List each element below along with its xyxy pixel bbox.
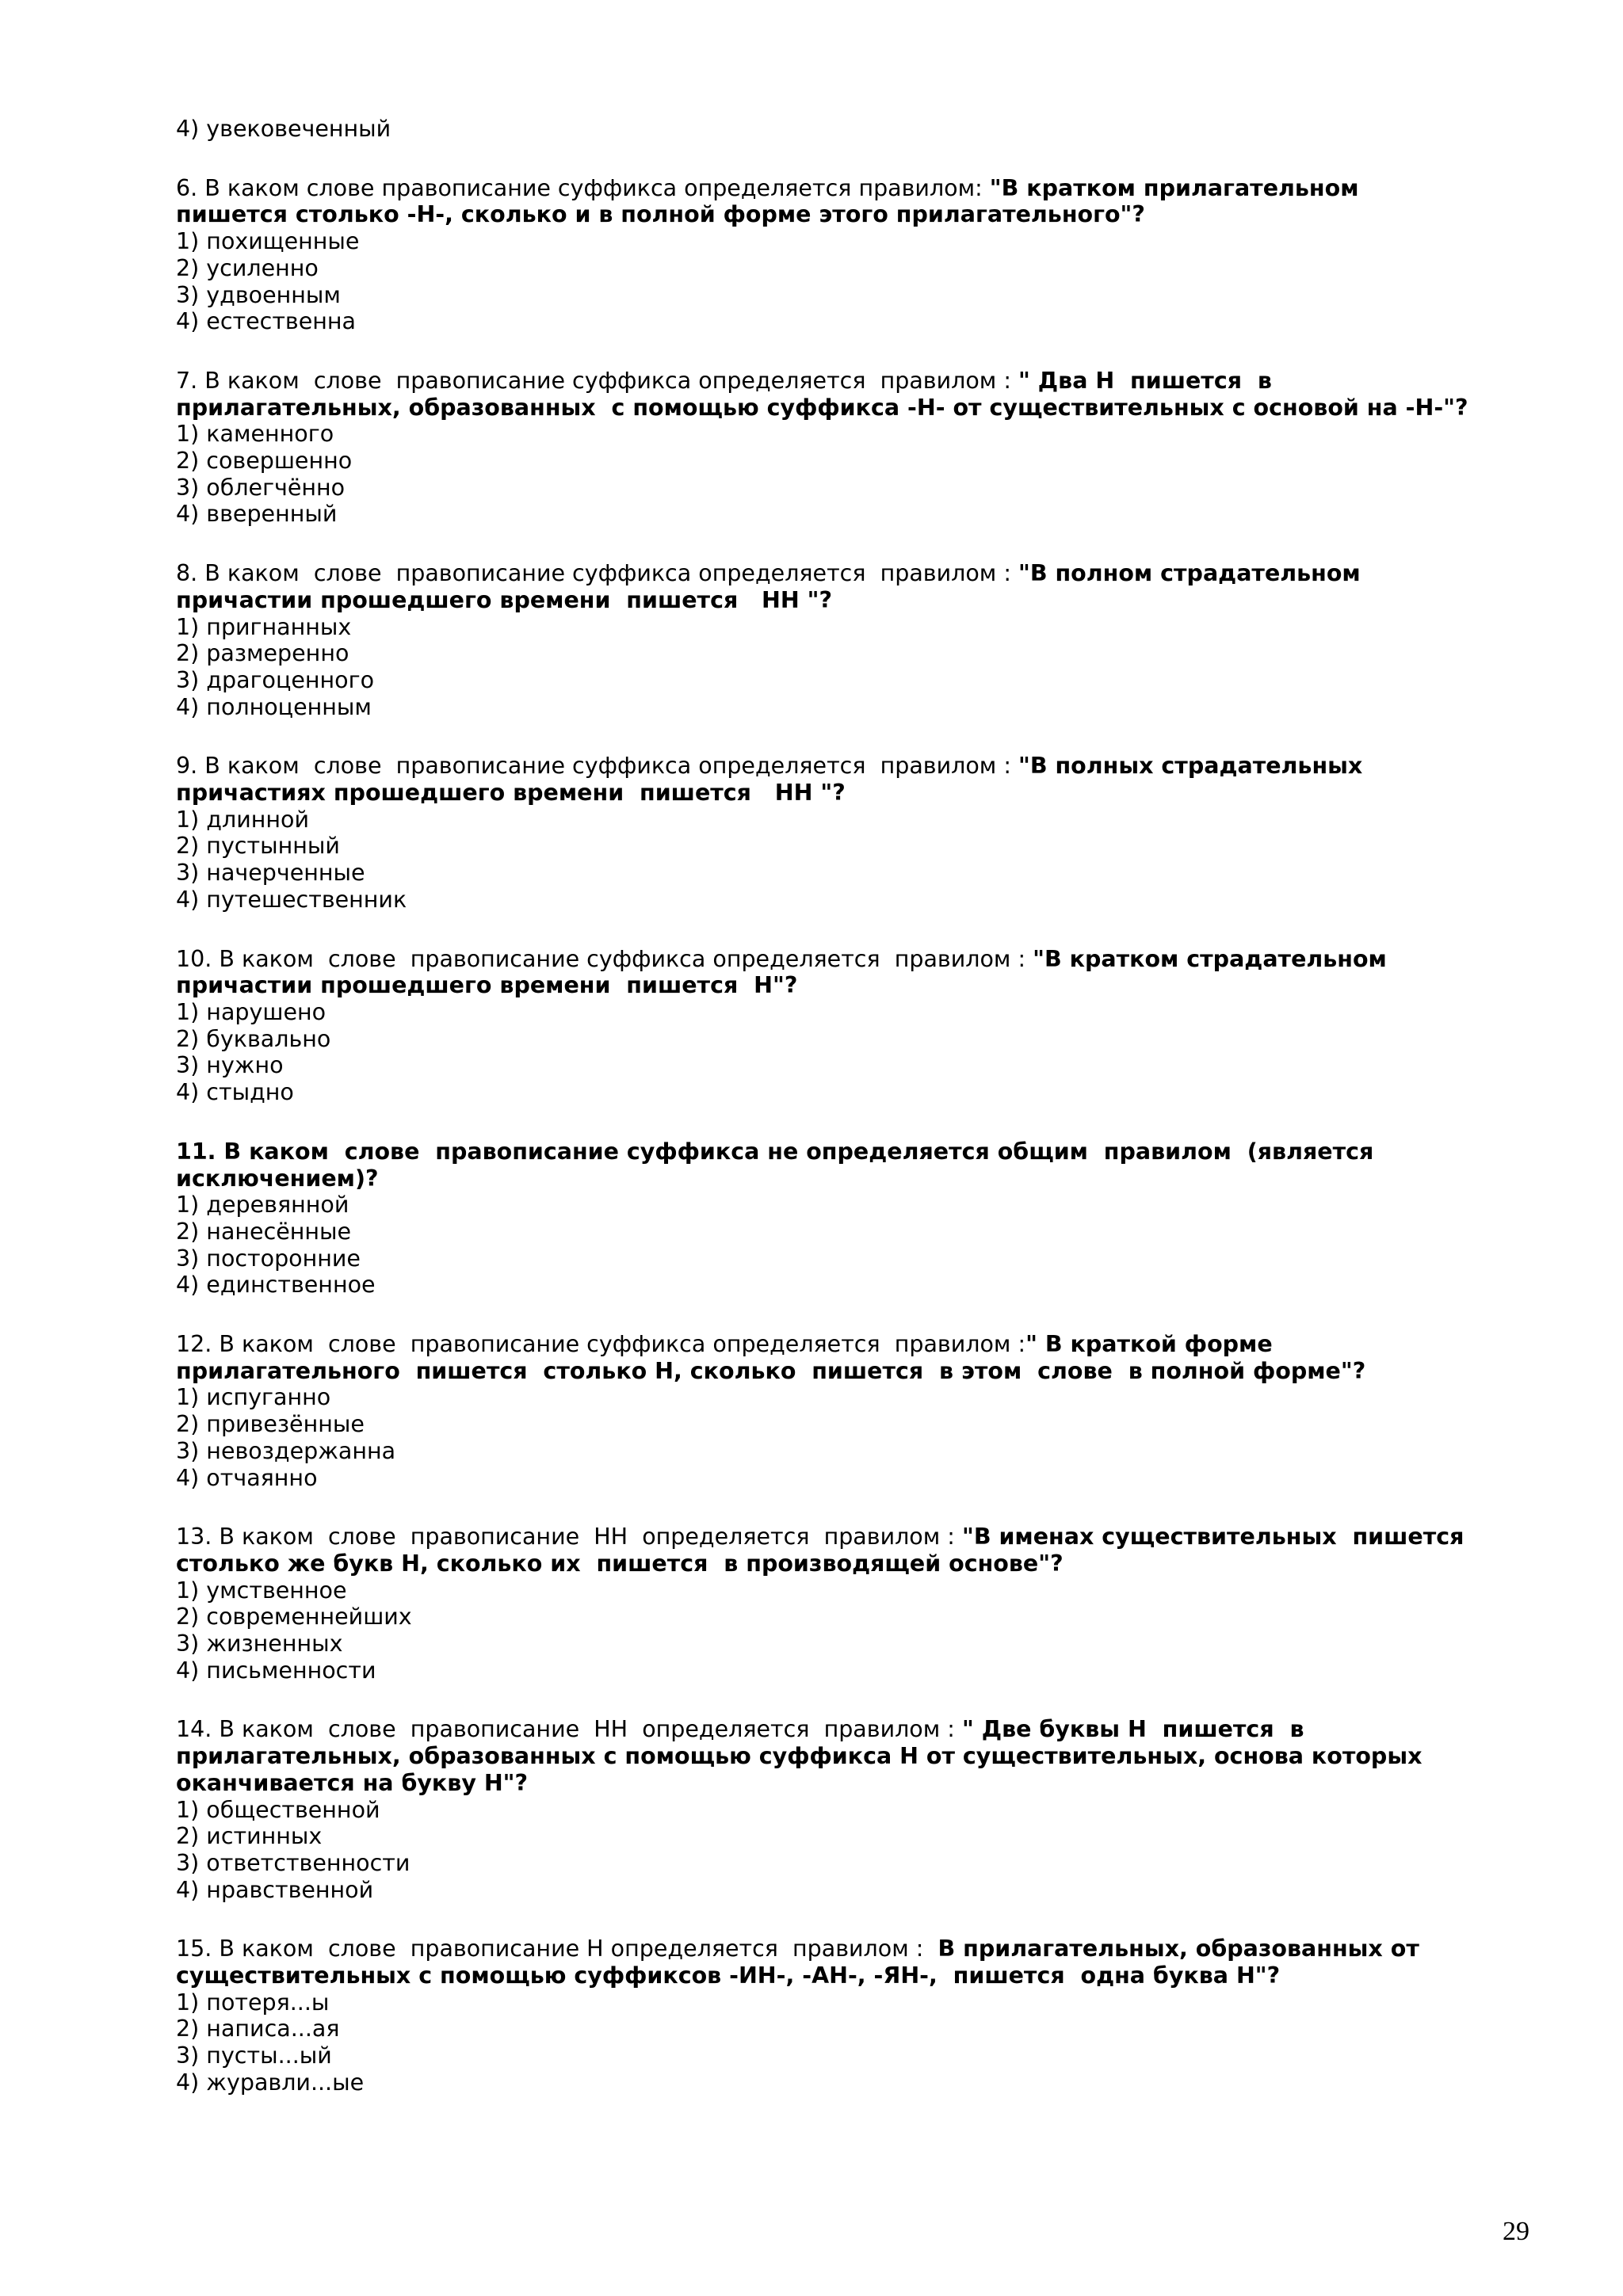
page-number: 29 xyxy=(1503,2217,1529,2246)
question-text xyxy=(176,1716,1476,1796)
answer-option: 4) единственное xyxy=(176,1272,376,1299)
question-rule: "В кратком страдательном причастии прошедшего времени пишется Н"? xyxy=(176,945,1395,999)
question-intro: В каком слове правописание НН определяется правилом : xyxy=(212,1716,962,1743)
question-15 xyxy=(176,1936,1476,2096)
answer-option: 3) невоздержанна xyxy=(176,1437,396,1464)
answer-option: 2) пустынный xyxy=(176,833,340,860)
answer-option: 1) испуганно xyxy=(176,1384,331,1411)
question-intro: В каком слове правописание суффикса определяется правилом : xyxy=(197,560,1018,587)
answer-option: 3) посторонние xyxy=(176,1245,361,1272)
question-rule: В прилагательных, образованных от существительных с помощью суффиксов -ИН-, -АН-, -ЯН-, пишется одна буква Н"? xyxy=(176,1936,1427,1989)
answer-option: 4) нравственной xyxy=(176,1876,374,1903)
answer-option: 2) нанесённые xyxy=(176,1218,352,1245)
answer-option: 4) письменности xyxy=(176,1657,376,1684)
question-13 xyxy=(176,1524,1476,1684)
answer-option: 3) облегчённо xyxy=(176,474,346,501)
question-intro: В каком слове правописание суффикса определяется правилом : xyxy=(197,367,1018,394)
answer-option: 2) усиленно xyxy=(176,254,319,281)
question-rule: "В именах существительных пишется столько же букв Н, сколько их пишется в производящей основе"? xyxy=(176,1524,1472,1577)
answer-option: 1) похищенные xyxy=(176,228,360,255)
answer-option: 3) ответственности xyxy=(176,1849,411,1876)
question-text xyxy=(176,1524,1476,1577)
question-number: 13. xyxy=(176,1524,212,1550)
question-number: 10. xyxy=(176,945,212,972)
answer-option: 1) каменного xyxy=(176,421,334,448)
answer-option: 4) полноценным xyxy=(176,693,372,720)
question-rule: "В полном страдательном причастии прошедшего времени пишется НН "? xyxy=(176,560,1369,613)
answer-option: 2) истинных xyxy=(176,1823,323,1850)
answer-option: 1) потеря...ы xyxy=(176,1989,330,2016)
answer-option: 1) длинной xyxy=(176,806,309,833)
question-11 xyxy=(176,1138,1476,1299)
question-text xyxy=(176,946,1476,999)
question-6 xyxy=(176,175,1476,335)
answer-option: 2) буквально xyxy=(176,1025,331,1052)
answer-option: 4) естественна xyxy=(176,308,356,335)
question-text xyxy=(176,560,1476,613)
answer-option: 1) деревянной xyxy=(176,1192,349,1219)
question-number: 6. xyxy=(176,174,198,201)
answer-option: 2) написа...ая xyxy=(176,2016,340,2042)
answer-option: 1) общественной xyxy=(176,1796,380,1823)
question-rule: " Две буквы Н пишется в прилагательных, образованных с помощью суффикса Н от существительных, основа которых оканчивается на букву Н"? xyxy=(176,1716,1430,1796)
question-intro: В каком слове правописание Н определяется правилом : xyxy=(212,1936,938,1962)
question-number: 15. xyxy=(176,1936,212,1962)
question-intro: В каком слове правописание суффикса определяется правилом: xyxy=(197,174,990,201)
question-rule: " В краткой форме прилагательного пишется столько Н, сколько пишется в этом слове в полной форме"? xyxy=(176,1331,1366,1384)
question-14 xyxy=(176,1716,1476,1903)
question-rule: "В полных страдательных причастиях прошедшего времени пишется НН "? xyxy=(176,753,1371,807)
question-text xyxy=(176,1138,1476,1192)
question-12 xyxy=(176,1331,1476,1491)
question-intro: В каком слове правописание суффикса определяется правилом : xyxy=(212,945,1033,972)
answer-option: 4) вверенный xyxy=(176,501,338,528)
question-intro: В каком слове правописание суффикса определяется правилом : xyxy=(212,1331,1026,1358)
answer-option: 4) путешественник xyxy=(176,886,407,913)
question-number: 11. xyxy=(176,1138,216,1165)
document-body xyxy=(176,116,1476,2129)
question-text xyxy=(176,368,1476,421)
question-number: 14. xyxy=(176,1716,212,1743)
question-8 xyxy=(176,560,1476,720)
answer-option: 3) жизненных xyxy=(176,1630,343,1657)
question-rule: " Два Н пишется в прилагательных, образованных с помощью суффикса -Н- от существительных с основой на -Н-"? xyxy=(176,367,1468,421)
question-9 xyxy=(176,753,1476,913)
question-number: 7. xyxy=(176,367,198,394)
question-text xyxy=(176,1331,1476,1384)
answer-option: 3) удвоенным xyxy=(176,281,341,308)
question-rule: "В кратком прилагательном пишется столько -Н-, сколько и в полной форме этого прилагательного"? xyxy=(176,174,1367,228)
question-text xyxy=(176,175,1476,228)
previous-question-last-option: 4) увековеченный xyxy=(176,116,391,142)
answer-option: 1) пригнанных xyxy=(176,613,352,640)
answer-option: 3) пусты...ый xyxy=(176,2042,332,2069)
question-intro: В каком слове правописание суффикса определяется правилом : xyxy=(197,753,1018,780)
question-10 xyxy=(176,946,1476,1106)
question-text xyxy=(176,1936,1476,1989)
answer-option: 1) умственное xyxy=(176,1577,347,1604)
answer-option: 2) размеренно xyxy=(176,640,349,667)
answer-option: 2) совершенно xyxy=(176,448,353,475)
question-number: 12. xyxy=(176,1331,212,1358)
answer-option: 1) нарушено xyxy=(176,998,327,1025)
question-list xyxy=(176,175,1476,2096)
answer-option: 2) современнейших xyxy=(176,1604,412,1630)
question-text xyxy=(176,753,1476,806)
answer-option: 3) нужно xyxy=(176,1052,284,1079)
answer-option: 3) драгоценного xyxy=(176,666,375,693)
question-number: 8. xyxy=(176,560,198,587)
answer-option: 3) начерченные xyxy=(176,860,365,887)
question-intro: В каком слове правописание НН определяется правилом : xyxy=(212,1524,962,1550)
answer-option: 2) привезённые xyxy=(176,1411,365,1438)
answer-option: 4) журавли...ые xyxy=(176,2069,365,2096)
answer-option: 4) отчаянно xyxy=(176,1464,318,1491)
answer-option: 4) стыдно xyxy=(176,1079,294,1106)
question-intro: В каком слове правописание суффикса не определяется общим правилом (является исключением)? xyxy=(176,1138,1382,1192)
question-7 xyxy=(176,368,1476,528)
question-number: 9. xyxy=(176,753,198,780)
